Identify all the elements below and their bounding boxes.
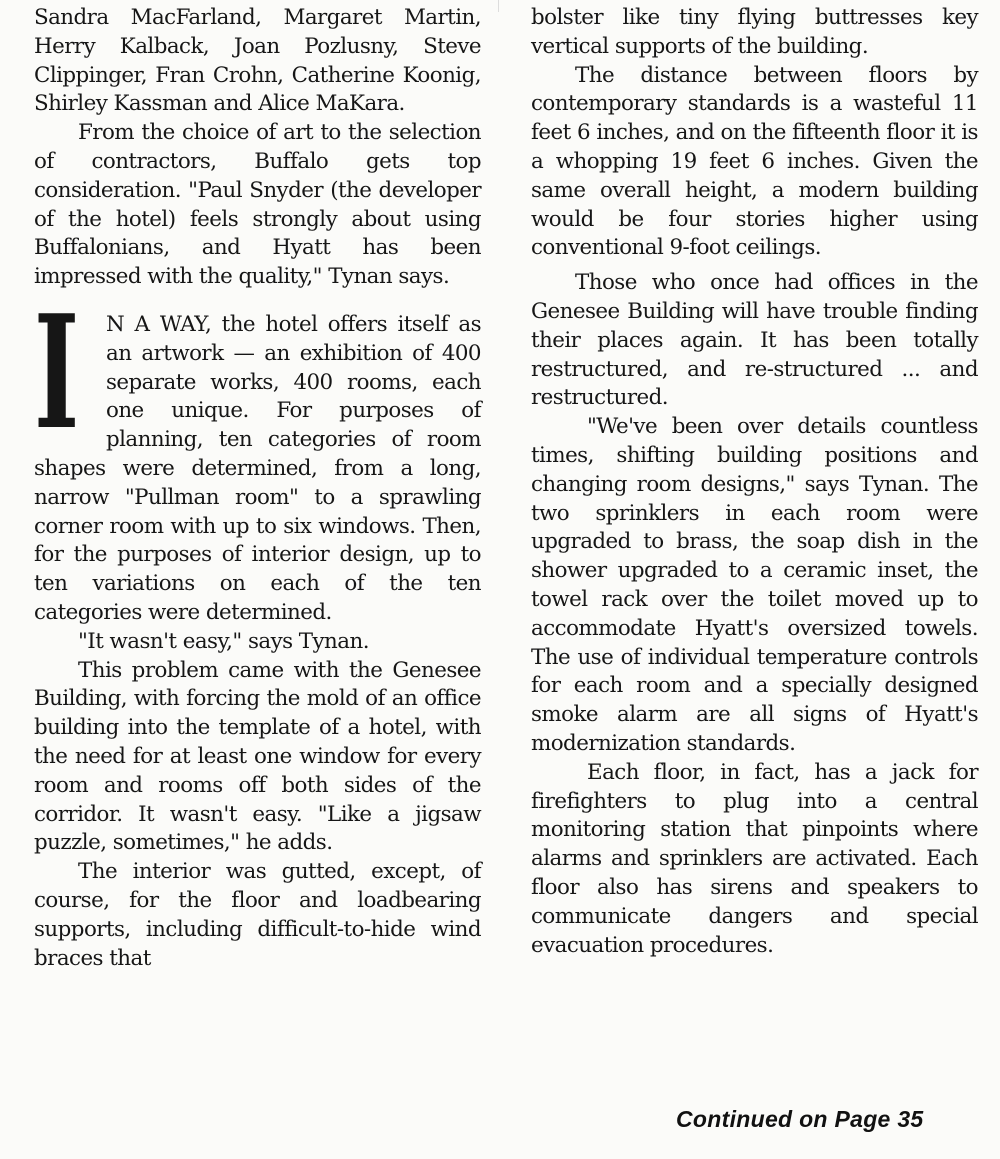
- paragraph-artwork: [34, 280, 481, 628]
- column-divider-mark: [498, 0, 499, 12]
- continued-jump-line: Continued on Page 35: [676, 1106, 924, 1132]
- paragraph-buffalo-consideration: From the choice of art to the selection of contractors, Buffalo gets top consideration. "Paul Snyder (the developer of the hotel) feels strongly about using Buffalonians, and Hyatt has been impressed with the quality," Tynan says.: [34, 120, 481, 290]
- paragraph-offices: Those who once had offices in the Genesee Building will have trouble finding their places again. It has been totally restructured, and re-structured ... and restructured.: [531, 270, 978, 411]
- paragraph-artwork-text: N A WAY, the hotel offers itself as an artwork — an exhibition of 400 separate works, 400 rooms, each one unique. For purposes of planning, ten categories of room shapes were determined, from a long, narrow "Pullman room" to a sprawling corner room with up to six windows. Then, for the purposes of interior design, up to ten variations on each of the ten categories were determined.: [34, 311, 481, 625]
- paragraph-quote-tynan: "It wasn't easy," says Tynan.: [78, 628, 369, 654]
- paragraph-buttresses: bolster like tiny flying buttresses key vertical supports of the building.: [531, 5, 978, 59]
- paragraph-firefighters: Each floor, in fact, has a jack for firefighters to plug into a central monitoring station that pinpoints where alarms and sprinklers are activated. Each floor also has sirens and speakers to communicate dangers and special evacuation procedures.: [531, 759, 978, 958]
- right-column: [531, 4, 978, 960]
- drop-cap-letter: I: [34, 280, 79, 464]
- paragraph-interior-gutted: The interior was gutted, except, of course, for the floor and loadbearing supports, including difficult-to-hide wind braces that: [34, 859, 481, 971]
- paragraph-floor-distance: The distance between floors by contemporary standards is a wasteful 11 feet 6 inches, and on the fifteenth floor it is a whopping 19 feet 6 inches. Given the same overall height, a modern building would be four stories higher using conventional 9-foot ceilings.: [531, 62, 978, 261]
- paragraph-name-list: Sandra MacFarland, Margaret Martin, Herry Kalback, Joan Pozlusny, Steve Clippinger, Fran Crohn, Catherine Koonig, Shirley Kassman and Alice MaKara.: [34, 5, 481, 117]
- paragraph-details: "We've been over details countless times, shifting building positions and changing room designs," says Tynan. The two sprinklers in each room were upgraded to brass, the soap dish in the shower upgraded to a ceramic inset, the towel rack over the toilet moved up to accommodate Hyatt's oversized towels. The use of individual temperature controls for each room and a specially designed smoke alarm are all signs of Hyatt's modernization standards.: [531, 414, 978, 756]
- paragraph-genesee-problem: This problem came with the Genesee Building, with forcing the mold of an office building into the template of a hotel, with the need for at least one window for every room and rooms off both sides of the corridor. It wasn't easy. "Like a jigsaw puzzle, sometimes," he adds.: [34, 657, 481, 856]
- left-column: [34, 4, 481, 973]
